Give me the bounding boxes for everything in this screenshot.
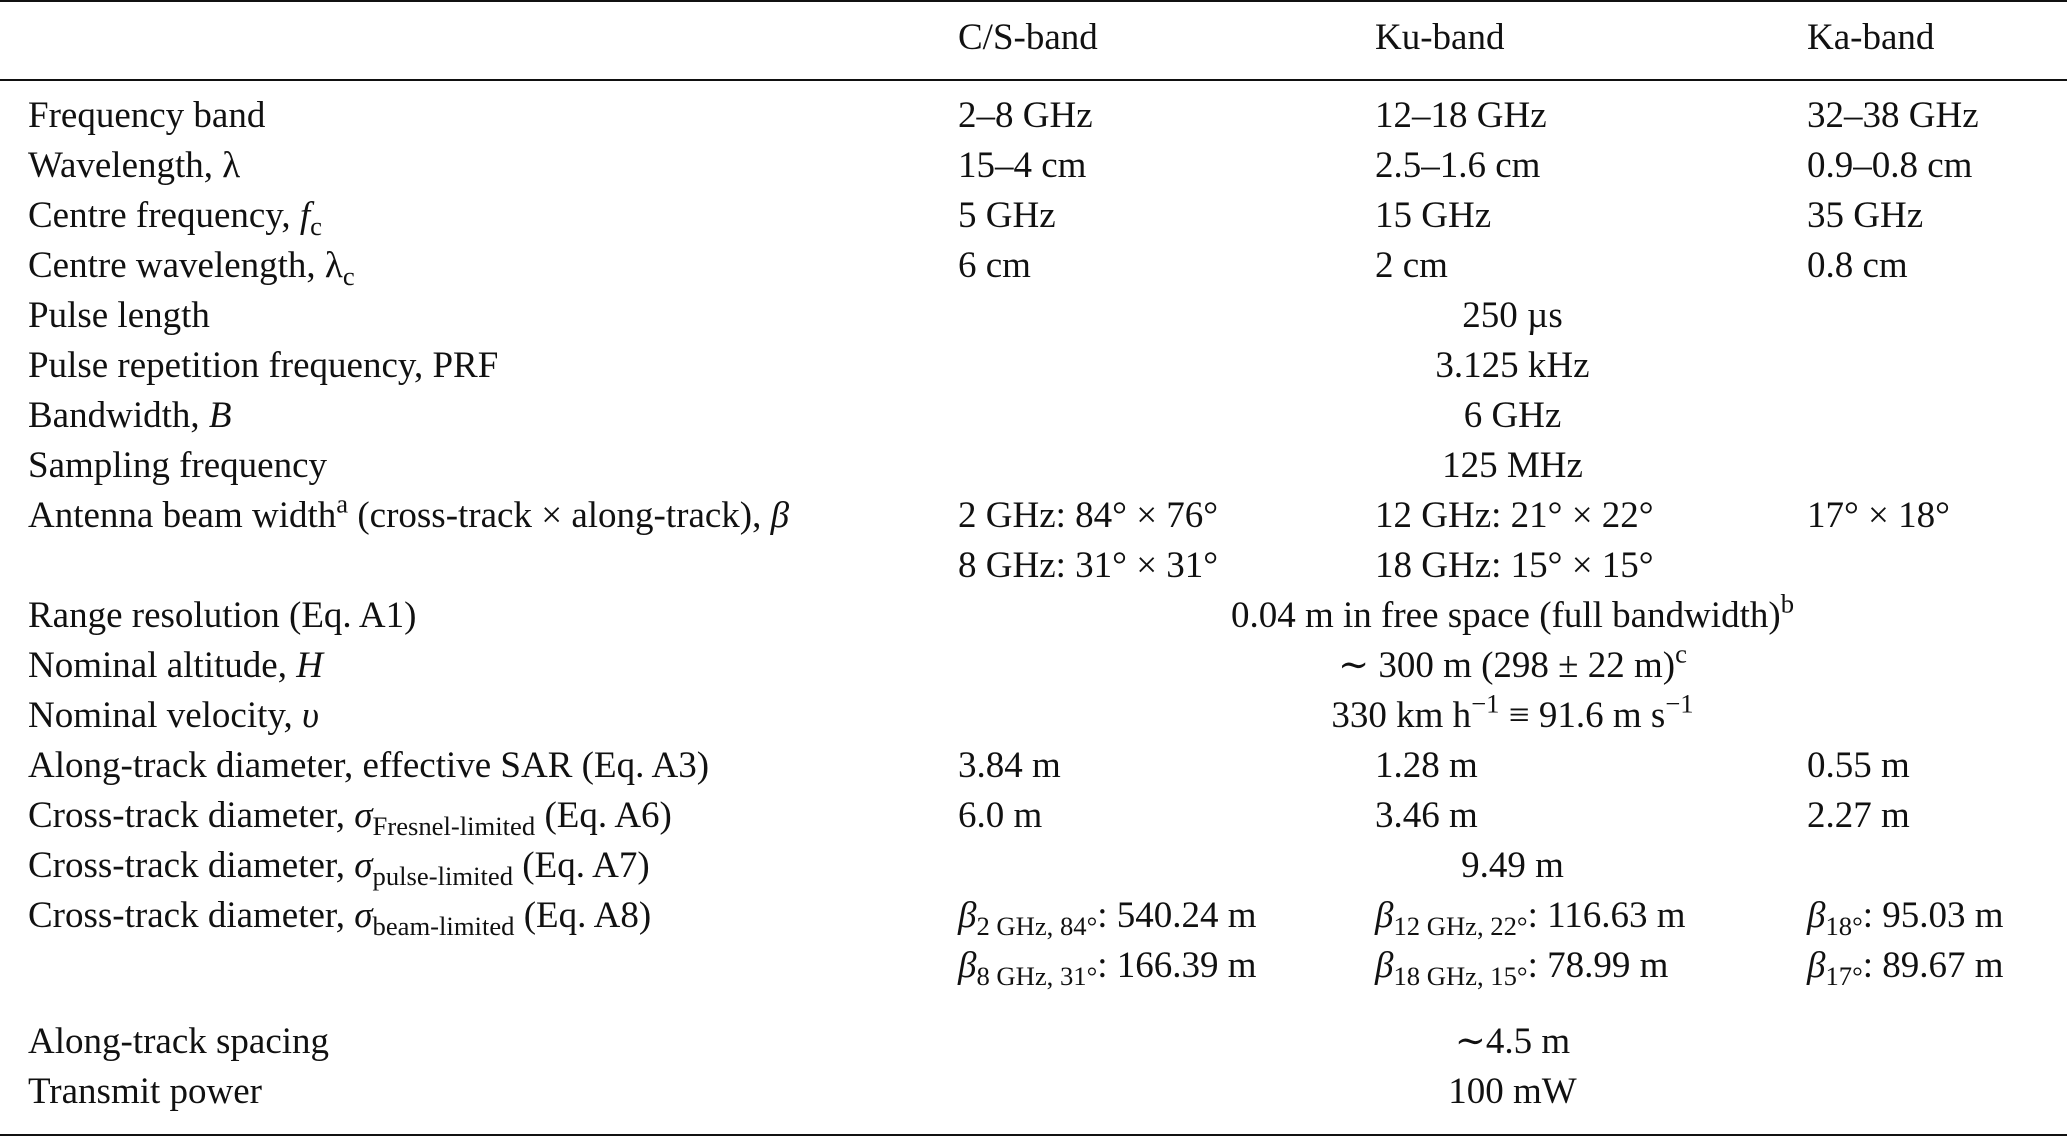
table-row	[0, 588, 2067, 641]
table-row	[0, 291, 2067, 341]
cell-ka: 0.9–0.8 cm	[1807, 145, 1973, 186]
table-row	[0, 941, 2067, 991]
cell-ka: 35 GHz	[1807, 195, 1924, 236]
cell-all-bands: 6 GHz	[1463, 395, 1562, 436]
header-rule	[0, 79, 2067, 81]
cell-cs: 6 cm	[958, 245, 1031, 286]
row-label: Nominal velocity, υ	[28, 695, 319, 736]
table-row	[0, 191, 2067, 241]
table-row	[0, 441, 2067, 491]
table-row	[0, 688, 2067, 741]
cell-cs: 2 GHz: 84° × 76°	[958, 495, 1219, 536]
header-row	[0, 2, 2067, 58]
cell-ku: $\beta_{12 GHz, 22^\circ}$: 116.63 m	[1375, 895, 1686, 941]
cell-ka: $\beta_{18^\circ}$: 95.03 m	[1807, 895, 2004, 941]
row-label: Centre frequency, $f_c$	[28, 195, 322, 241]
cell-ku: 2.5–1.6 cm	[1375, 145, 1541, 186]
cell-ka: 32–38 GHz	[1807, 95, 1979, 136]
cell-ku: $\beta_{18 GHz, 15^\circ}$: 78.99 m	[1375, 945, 1669, 991]
cell-all-bands: 9.49 m	[1461, 845, 1564, 886]
row-label: Nominal altitude, H	[28, 645, 323, 686]
row-label: Antenna beam width$^a$ (cross-track × along-track), β	[28, 488, 790, 536]
header-cell-ka-band: Ka-band	[1807, 17, 1935, 58]
cell-ka: 17° × 18°	[1807, 495, 1950, 536]
row-label: Centre wavelength, $\lambda_c$	[28, 245, 355, 291]
row-label: Wavelength, λ	[28, 145, 241, 186]
table-row	[0, 741, 2067, 791]
cell-ka: 0.55 m	[1807, 745, 1910, 786]
cell-ka: $\beta_{17^\circ}$: 89.67 m	[1807, 945, 2004, 991]
row-label: Pulse repetition frequency, PRF	[28, 345, 499, 386]
cell-all-bands: 330 km $h^{-1} \equiv 91.6$ m $s^{-1}$	[1331, 688, 1694, 736]
header-cell-ku-band: Ku-band	[1375, 17, 1505, 58]
cell-all-bands: ∼4.5 m	[1454, 1021, 1571, 1062]
cell-ku: 18 GHz: 15° × 15°	[1375, 545, 1654, 586]
table-row	[0, 541, 2067, 591]
cell-all-bands: ∼ 300 m (298 ± 22 m)$^c$	[1338, 638, 1687, 686]
cell-cs: 15–4 cm	[958, 145, 1087, 186]
cell-cs: 5 GHz	[958, 195, 1056, 236]
cell-all-bands: 250 µs	[1462, 295, 1563, 336]
cell-cs: $\beta_{2 GHz, 84^\circ}$: 540.24 m	[958, 895, 1257, 941]
cell-all-bands: 0.04 m in free space (full bandwidth)$^b$	[1230, 588, 1794, 636]
table-row	[0, 791, 2067, 841]
table-row	[0, 1067, 2067, 1117]
cell-ku: 12–18 GHz	[1375, 95, 1547, 136]
cell-all-bands: 125 MHz	[1442, 445, 1583, 486]
row-label: Bandwidth, B	[28, 395, 232, 436]
row-label: Cross-track diameter, $\sigma_{beam-limited}$ (Eq. A8)	[28, 895, 652, 941]
table-row	[0, 488, 2067, 541]
cell-ku: 1.28 m	[1375, 745, 1478, 786]
cell-ka: 0.8 cm	[1807, 245, 1908, 286]
table-row	[0, 891, 2067, 941]
cell-ka: 2.27 m	[1807, 795, 1910, 836]
bottom-rule	[0, 1134, 2067, 1136]
row-label: Range resolution (Eq. A1)	[28, 595, 417, 636]
cell-cs: 8 GHz: 31° × 31°	[958, 545, 1219, 586]
table-row	[0, 91, 2067, 141]
cell-cs: 2–8 GHz	[958, 95, 1093, 136]
row-label: Sampling frequency	[28, 445, 327, 486]
cell-ku: 12 GHz: 21° × 22°	[1375, 495, 1654, 536]
row-label: Along-track spacing	[28, 1021, 330, 1062]
row-label: Along-track diameter, effective SAR (Eq. A3)	[28, 745, 710, 786]
table-row	[0, 638, 2067, 691]
row-label: Pulse length	[28, 295, 210, 336]
cell-all-bands: 3.125 kHz	[1435, 345, 1590, 386]
cell-cs: 3.84 m	[958, 745, 1061, 786]
cell-cs: $\beta_{8 GHz, 31^\circ}$: 166.39 m	[958, 945, 1257, 991]
cell-ku: 3.46 m	[1375, 795, 1478, 836]
table-row	[0, 1017, 2067, 1067]
cell-all-bands: 100 mW	[1448, 1071, 1577, 1112]
cell-ku: 15 GHz	[1375, 195, 1492, 236]
row-label: Cross-track diameter, $\sigma_{pulse-limited}$ (Eq. A7)	[28, 845, 650, 891]
cell-cs: 6.0 m	[958, 795, 1043, 836]
row-label: Frequency band	[28, 95, 266, 136]
table-row	[0, 141, 2067, 191]
table-row	[0, 841, 2067, 891]
cell-ku: 2 cm	[1375, 245, 1448, 286]
table-row	[0, 391, 2067, 441]
table-row	[0, 241, 2067, 291]
table-row	[0, 341, 2067, 391]
header-cell-cs-band: C/S-band	[958, 17, 1098, 58]
row-label: Cross-track diameter, $\sigma_{Fresnel-limited}$ (Eq. A6)	[28, 795, 672, 841]
row-label: Transmit power	[28, 1071, 262, 1112]
